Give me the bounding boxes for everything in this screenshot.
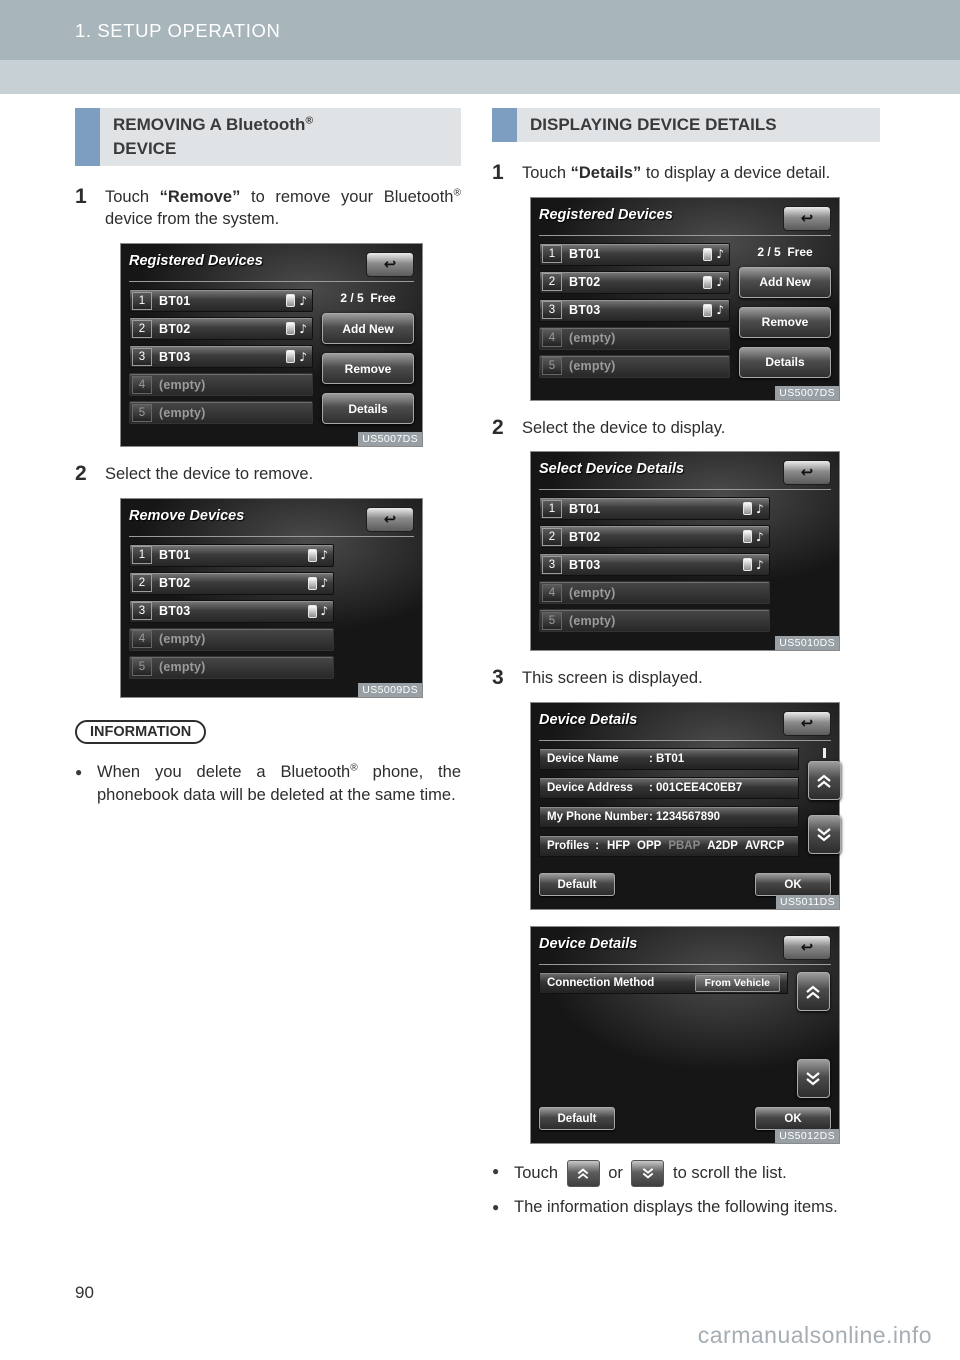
step-text: Select the device to display. bbox=[522, 418, 726, 437]
info-items-text: The information displays the following items. bbox=[514, 1198, 838, 1217]
phone-icon bbox=[703, 276, 712, 289]
chevron-double-down-icon bbox=[641, 1167, 655, 1180]
row-number: 4 bbox=[132, 630, 152, 648]
music-note-icon: ♪ bbox=[320, 576, 329, 591]
return-arrow-icon: ↩ bbox=[800, 714, 814, 733]
row-label: BT03 bbox=[159, 604, 191, 619]
screen-title: Registered Devices bbox=[129, 253, 263, 270]
scroll-rail bbox=[806, 748, 842, 864]
device-row[interactable] bbox=[539, 497, 770, 520]
field-device-name: Device Name : BT01 bbox=[539, 748, 799, 770]
screenshot-select-device-details bbox=[530, 451, 840, 651]
profile-pbap: PBAP bbox=[668, 840, 701, 853]
step-2-select-remove bbox=[75, 463, 461, 486]
screen-title: Registered Devices bbox=[539, 206, 673, 223]
device-row-empty bbox=[539, 355, 730, 378]
scroll-down-button[interactable] bbox=[808, 815, 841, 854]
row-label: BT01 bbox=[569, 501, 601, 516]
row-number: 2 bbox=[132, 320, 152, 338]
step-text: Select the device to remove. bbox=[105, 465, 314, 484]
title-divider bbox=[539, 489, 831, 490]
phone-icon bbox=[308, 605, 317, 618]
screenshot-registered-devices bbox=[530, 197, 840, 401]
scrollbar-indicator bbox=[823, 748, 826, 758]
add-new-button[interactable]: Add New bbox=[322, 313, 414, 344]
screenshot-device-details-2 bbox=[530, 926, 840, 1144]
music-note-icon: ♪ bbox=[756, 501, 764, 516]
row-label: BT03 bbox=[159, 349, 191, 364]
row-number: 1 bbox=[132, 292, 152, 310]
chapter-title: 1. SETUP OPERATION bbox=[75, 20, 281, 41]
row-label: BT02 bbox=[159, 576, 191, 591]
section-title: DISPLAYING DEVICE DETAILS bbox=[530, 115, 777, 134]
info-items-bullet bbox=[492, 1196, 880, 1219]
music-note-icon: ♪ bbox=[716, 303, 724, 318]
step-1-remove bbox=[75, 186, 461, 232]
row-label: (empty) bbox=[159, 377, 206, 392]
row-number: 5 bbox=[132, 404, 152, 422]
right-column bbox=[492, 108, 880, 1228]
page-header-subband bbox=[0, 60, 960, 94]
section-title bbox=[100, 108, 321, 166]
registered-trademark: ® bbox=[305, 114, 314, 127]
chevron-double-down-icon bbox=[815, 827, 833, 843]
remove-button[interactable]: Remove bbox=[322, 353, 414, 384]
title-divider bbox=[129, 281, 414, 282]
chevron-double-up-icon bbox=[576, 1167, 590, 1180]
back-button[interactable] bbox=[783, 460, 831, 485]
information-bullet bbox=[75, 761, 461, 807]
image-code: US5009DS bbox=[358, 683, 422, 697]
return-arrow-icon: ↩ bbox=[800, 463, 814, 482]
row-number: 2 bbox=[542, 528, 562, 546]
image-code: US5011DS bbox=[776, 895, 839, 909]
chevron-double-up-icon bbox=[804, 984, 822, 1000]
free-slots-label: 2 / 5 Free bbox=[757, 244, 813, 259]
return-arrow-icon: ↩ bbox=[800, 938, 814, 957]
step-number: 2 bbox=[492, 415, 504, 439]
page-header-band bbox=[0, 0, 960, 60]
device-row[interactable] bbox=[539, 243, 730, 266]
device-row[interactable] bbox=[129, 544, 334, 567]
scroll-hint-text: Touch or to scroll the list. bbox=[514, 1160, 880, 1187]
default-button[interactable]: Default bbox=[539, 873, 615, 896]
row-label: BT01 bbox=[159, 293, 191, 308]
registered-trademark: ® bbox=[453, 187, 461, 199]
step-2-select-display bbox=[492, 417, 880, 440]
default-button[interactable]: Default bbox=[539, 1107, 615, 1130]
section-heading-removing-device bbox=[75, 108, 461, 166]
screen-title: Select Device Details bbox=[539, 461, 685, 478]
row-label: (empty) bbox=[159, 660, 206, 675]
chevron-double-up-icon bbox=[815, 773, 833, 789]
chevron-double-down-icon bbox=[804, 1071, 822, 1087]
bullet-icon: ● bbox=[492, 1164, 500, 1179]
row-label: (empty) bbox=[569, 359, 616, 374]
profile-opp: OPP bbox=[637, 840, 662, 853]
row-label: (empty) bbox=[569, 613, 616, 628]
bullet-icon: ● bbox=[75, 764, 83, 779]
title-divider bbox=[539, 235, 831, 236]
device-row[interactable] bbox=[129, 345, 313, 368]
scroll-up-button[interactable] bbox=[797, 972, 830, 1011]
registered-trademark: ® bbox=[350, 762, 358, 774]
phone-icon bbox=[743, 530, 752, 543]
add-new-button[interactable]: Add New bbox=[739, 267, 831, 298]
row-label: (empty) bbox=[159, 632, 206, 647]
row-label: BT02 bbox=[569, 529, 601, 544]
row-number: 4 bbox=[132, 376, 152, 394]
music-note-icon: ♪ bbox=[320, 548, 329, 563]
information-box bbox=[75, 720, 461, 807]
phone-icon bbox=[286, 350, 295, 363]
device-list bbox=[129, 544, 334, 684]
row-label: BT03 bbox=[569, 303, 601, 318]
heading-accent-bar bbox=[75, 108, 100, 166]
return-arrow-icon: ↩ bbox=[383, 509, 397, 528]
row-label: BT02 bbox=[569, 275, 601, 290]
image-code: US5010DS bbox=[775, 636, 839, 650]
device-list bbox=[539, 243, 730, 387]
ok-button[interactable]: OK bbox=[755, 873, 831, 896]
row-number: 3 bbox=[132, 602, 152, 620]
row-number: 3 bbox=[542, 556, 562, 574]
details-button[interactable]: Details bbox=[322, 393, 414, 424]
device-list bbox=[539, 497, 770, 637]
device-row-empty bbox=[129, 401, 313, 424]
phone-icon bbox=[743, 558, 752, 571]
information-text: When you delete a Bluetooth® phone, the phonebook data will be deleted at the same time. bbox=[97, 762, 461, 804]
music-note-icon: ♪ bbox=[716, 275, 724, 290]
screenshot-remove-devices bbox=[120, 498, 423, 698]
scroll-up-button[interactable] bbox=[808, 761, 841, 800]
details-button[interactable]: Details bbox=[739, 347, 831, 378]
row-number: 4 bbox=[542, 329, 562, 347]
step-text: Touch “Details” to display a device detail. bbox=[522, 163, 831, 182]
device-row[interactable] bbox=[539, 553, 770, 576]
music-note-icon: ♪ bbox=[320, 604, 329, 619]
row-number: 3 bbox=[542, 301, 562, 319]
device-row[interactable] bbox=[129, 289, 313, 312]
row-number: 5 bbox=[132, 658, 152, 676]
step-number: 2 bbox=[75, 462, 87, 486]
phone-icon bbox=[308, 577, 317, 590]
step-3-screen-displayed bbox=[492, 667, 880, 690]
title-divider bbox=[129, 536, 414, 537]
row-number: 5 bbox=[542, 357, 562, 375]
title-divider bbox=[539, 740, 831, 741]
back-button[interactable] bbox=[366, 252, 414, 277]
screen-title: Device Details bbox=[539, 712, 638, 729]
music-note-icon: ♪ bbox=[716, 247, 724, 262]
title-divider bbox=[539, 964, 831, 965]
profile-avrcp: AVRCP bbox=[744, 840, 785, 853]
device-row[interactable] bbox=[539, 299, 730, 322]
back-button[interactable] bbox=[783, 206, 831, 231]
step-number: 1 bbox=[492, 160, 504, 184]
ok-button[interactable]: OK bbox=[755, 1107, 831, 1130]
row-number: 1 bbox=[542, 500, 562, 518]
side-buttons bbox=[739, 243, 831, 387]
row-label: BT03 bbox=[569, 557, 601, 572]
scroll-hint-bullet bbox=[492, 1160, 880, 1187]
device-row[interactable] bbox=[129, 572, 334, 595]
from-vehicle-button[interactable]: From Vehicle bbox=[695, 975, 780, 992]
scroll-rail bbox=[795, 972, 831, 1098]
device-row-empty bbox=[129, 373, 313, 396]
back-button[interactable] bbox=[366, 507, 414, 532]
profile-hfp: HFP bbox=[607, 840, 631, 853]
field-connection-method: Connection Method From Vehicle bbox=[539, 972, 788, 994]
row-label: BT02 bbox=[159, 321, 191, 336]
remove-button[interactable]: Remove bbox=[739, 307, 831, 338]
page-number: 90 bbox=[75, 1283, 94, 1302]
heading-accent-bar bbox=[492, 108, 517, 142]
field-profiles: Profiles : HFP OPP PBAP A2DP AVRCP bbox=[539, 835, 799, 857]
detail-fields bbox=[539, 972, 788, 1098]
device-row-empty bbox=[539, 581, 770, 604]
profile-a2dp: A2DP bbox=[707, 840, 738, 853]
image-code: US5007DS bbox=[358, 432, 422, 446]
row-label: BT01 bbox=[159, 548, 191, 563]
row-label: BT01 bbox=[569, 247, 601, 262]
phone-icon bbox=[286, 322, 295, 335]
screen-title: Remove Devices bbox=[129, 507, 245, 524]
step-text: This screen is displayed. bbox=[522, 669, 703, 688]
row-number: 4 bbox=[542, 584, 562, 602]
device-row-empty bbox=[129, 656, 334, 679]
detail-fields bbox=[539, 748, 799, 864]
information-label: INFORMATION bbox=[75, 720, 206, 744]
music-note-icon: ♪ bbox=[299, 321, 307, 336]
field-device-address: Device Address : 001CEE4C0EB7 bbox=[539, 777, 799, 799]
image-code: US5007DS bbox=[775, 386, 839, 400]
back-button[interactable] bbox=[783, 711, 831, 736]
return-arrow-icon: ↩ bbox=[800, 208, 814, 227]
music-note-icon: ♪ bbox=[299, 293, 307, 308]
phone-icon bbox=[286, 294, 295, 307]
section-heading-displaying-details bbox=[492, 108, 880, 142]
device-row[interactable] bbox=[539, 271, 730, 294]
row-number: 1 bbox=[542, 245, 562, 263]
device-row[interactable] bbox=[539, 525, 770, 548]
device-row[interactable] bbox=[129, 600, 334, 623]
step-1-details bbox=[492, 162, 880, 185]
scroll-up-button-inline bbox=[567, 1160, 600, 1187]
bullet-icon: ● bbox=[492, 1200, 500, 1215]
scroll-down-button-inline bbox=[631, 1160, 664, 1187]
device-list bbox=[129, 289, 313, 433]
row-number: 5 bbox=[542, 612, 562, 630]
row-number: 2 bbox=[542, 273, 562, 291]
screenshot-registered-devices bbox=[120, 243, 423, 447]
watermark: carmanualsonline.info bbox=[697, 1322, 932, 1348]
phone-icon bbox=[308, 549, 317, 562]
row-number: 3 bbox=[132, 348, 152, 366]
row-label: (empty) bbox=[569, 585, 616, 600]
row-label: (empty) bbox=[569, 331, 616, 346]
section-title-line1: REMOVING A Bluetooth bbox=[113, 115, 306, 134]
field-phone-number: My Phone Number : 1234567890 bbox=[539, 806, 799, 828]
return-arrow-icon: ↩ bbox=[383, 255, 397, 274]
phone-icon bbox=[743, 502, 752, 515]
device-row-empty bbox=[539, 609, 770, 632]
music-note-icon: ♪ bbox=[756, 529, 764, 544]
device-row-empty bbox=[129, 628, 334, 651]
phone-icon bbox=[703, 248, 712, 261]
side-buttons bbox=[322, 289, 414, 433]
screenshot-device-details-1 bbox=[530, 702, 840, 910]
row-label: (empty) bbox=[159, 405, 206, 420]
screen-title: Device Details bbox=[539, 936, 638, 953]
phone-icon bbox=[703, 304, 712, 317]
left-column bbox=[75, 108, 461, 816]
device-row-empty bbox=[539, 327, 730, 350]
music-note-icon: ♪ bbox=[756, 557, 764, 572]
row-number: 2 bbox=[132, 574, 152, 592]
step-number: 3 bbox=[492, 666, 504, 690]
scroll-down-button[interactable] bbox=[797, 1059, 830, 1098]
row-number: 1 bbox=[132, 546, 152, 564]
music-note-icon: ♪ bbox=[299, 349, 307, 364]
image-code: US5012DS bbox=[775, 1129, 839, 1143]
free-slots-label: 2 / 5 Free bbox=[340, 291, 396, 306]
section-title-line2: DEVICE bbox=[113, 138, 177, 158]
back-button[interactable] bbox=[783, 935, 831, 960]
step-number: 1 bbox=[75, 184, 87, 208]
step-text: Touch “Remove” to remove your Bluetooth® device from the system. bbox=[105, 187, 461, 229]
device-row[interactable] bbox=[129, 317, 313, 340]
